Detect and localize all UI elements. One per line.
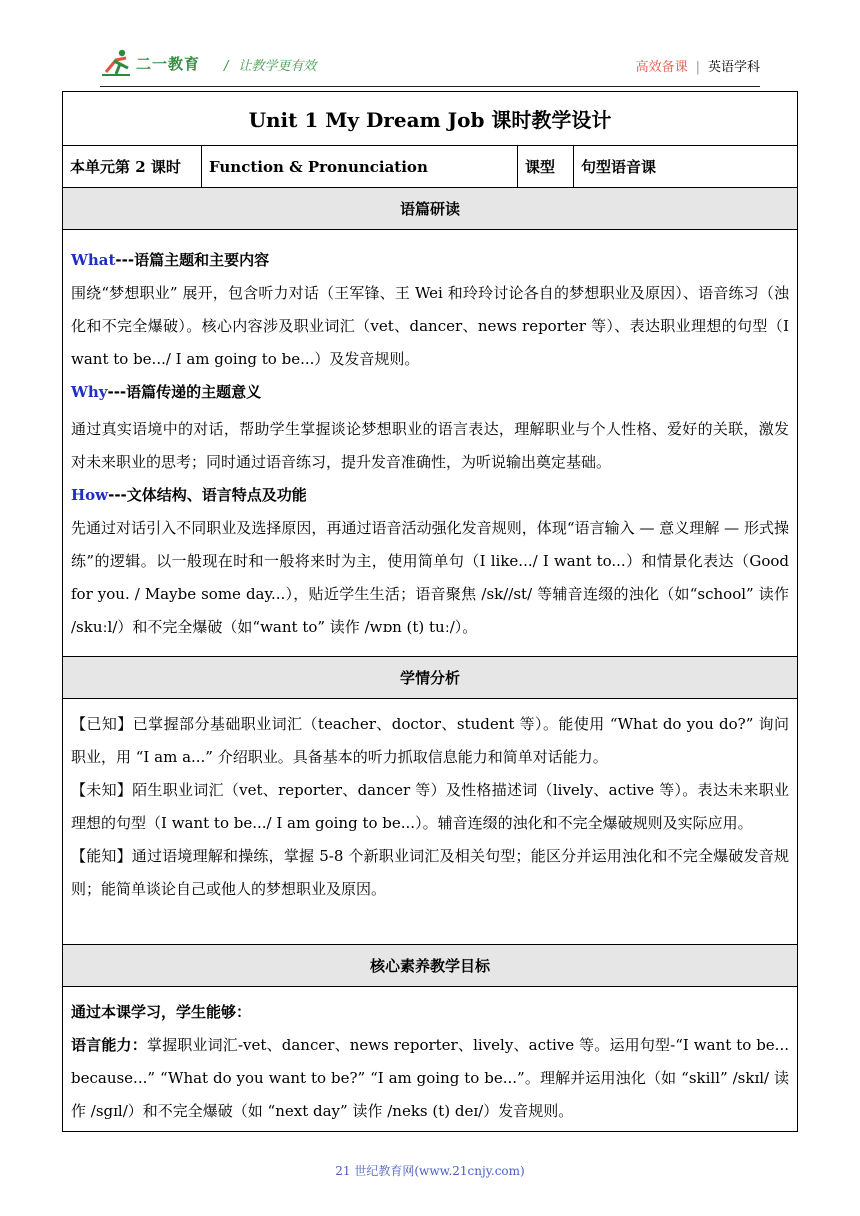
lesson-topic: Function & Pronunciation	[202, 146, 518, 187]
section-heading-core-objectives: 核心素养教学目标	[63, 945, 797, 987]
section-heading-text-analysis: 语篇研读	[63, 188, 797, 230]
learner-analysis-body	[63, 699, 797, 945]
tag-separator: |	[695, 60, 700, 75]
how-heading	[71, 479, 789, 512]
what-keyword: What	[71, 251, 116, 269]
document-title: Unit 1 My Dream Job 课时教学设计	[63, 92, 797, 146]
tag-efficient-prep: 高效备课	[635, 60, 688, 75]
page-footer: 21 世纪教育网(www.21cnjy.com)	[335, 1164, 525, 1178]
why-paragraph: 通过真实语境中的对话，帮助学生掌握谈论梦想职业的语言表达，理解职业与个人性格、爱好的关联，激发对未来职业的思考；同时通过语音练习，提升发音准确性，为听说输出奠定基础。	[71, 420, 789, 471]
how-keyword: How	[71, 486, 109, 504]
section-heading-learner-analysis: 学情分析	[63, 657, 797, 699]
why-heading	[71, 376, 789, 409]
core-objectives-body	[63, 987, 797, 1131]
header-divider	[100, 86, 760, 87]
tag-subject: 英语学科	[707, 60, 760, 75]
header-tags	[636, 56, 760, 75]
page-header	[100, 44, 760, 84]
how-paragraph: 先通过对话引入不同职业及选择原因，再通过语音活动强化发音规则，体现“语言输入 — 意义理解 — 形式操练”的逻辑。以一般现在时和一般将来时为主，使用简单句（I like.../ I want to...）和情景化表达（Good for you. / Maybe some day...），贴近学生生活；语音聚焦 /sk//st/ 等辅音连缀的浊化（如“school” 读作 /skuːl/）和不完全爆破（如“want to” 读作 /wɒn (t) tuː/）。	[71, 519, 789, 636]
text-analysis-body	[63, 230, 797, 657]
logo	[100, 48, 200, 78]
language-ability-text: 掌握职业词汇-vet、dancer、news reporter、lively、active 等。运用句型-“I want to be... because...” “What do you want to be?” “I am going to be...”。理解并运用浊化（如 “skill” /skɪl/ 读作 /sgɪl/）和不完全爆破（如 “next day” 读作 /neks (t) deɪ/）发音规则。	[71, 1036, 789, 1120]
objectives-intro: 通过本课学习，学生能够：	[71, 1003, 252, 1021]
known-paragraph: 【已知】已掌握部分基础职业词汇（teacher、doctor、student 等）。能使用 “What do you do?” 询问职业，用 “I am a...” 介绍职业。具备基本的听力抓取信息能力和简单对话能力。	[71, 715, 789, 766]
able-paragraph: 【能知】通过语境理解和操练，掌握 5-8 个新职业词汇及相关句型；能区分并运用浊化和不完全爆破发音规则；能简单谈论自己或他人的梦想职业及原因。	[71, 847, 789, 898]
language-ability-paragraph	[71, 1029, 789, 1128]
language-ability-label: 语言能力：	[71, 1036, 147, 1054]
why-keyword: Why	[71, 383, 108, 401]
slogan	[224, 55, 316, 74]
lesson-type-value: 句型语音课	[581, 158, 657, 176]
lesson-plan-table	[62, 91, 798, 1132]
slogan-separator: /	[224, 59, 229, 74]
how-subtitle: ---文体结构、语言特点及功能	[108, 486, 307, 504]
what-paragraph: 围绕“梦想职业” 展开，包含听力对话（王军锋、王 Wei 和玲玲讨论各自的梦想职业及原因）、语音练习（浊化和不完全爆破）。核心内容涉及职业词汇（vet、dancer、news reporter 等）、表达职业理想的句型（I want to be.../ I am going to be...）及发音规则。	[71, 284, 789, 368]
why-subtitle: ---语篇传递的主题意义	[107, 383, 262, 401]
logo-text: 二一教育	[136, 54, 201, 73]
lesson-type-label: 课型	[518, 146, 574, 187]
info-row	[63, 146, 797, 188]
slogan-text: 让教学更有效	[238, 59, 317, 74]
lesson-number: 本单元第 2 课时	[63, 146, 202, 187]
runner-logo-icon	[100, 48, 134, 78]
unknown-paragraph: 【未知】陌生职业词汇（vet、reporter、dancer 等）及性格描述词（lively、active 等）。表达未来职业理想的句型（I want to be.../ I am going to be...）。辅音连缀的浊化和不完全爆破规则及实际应用。	[71, 781, 789, 832]
what-heading	[71, 244, 789, 277]
what-subtitle: ---语篇主题和主要内容	[115, 251, 270, 269]
